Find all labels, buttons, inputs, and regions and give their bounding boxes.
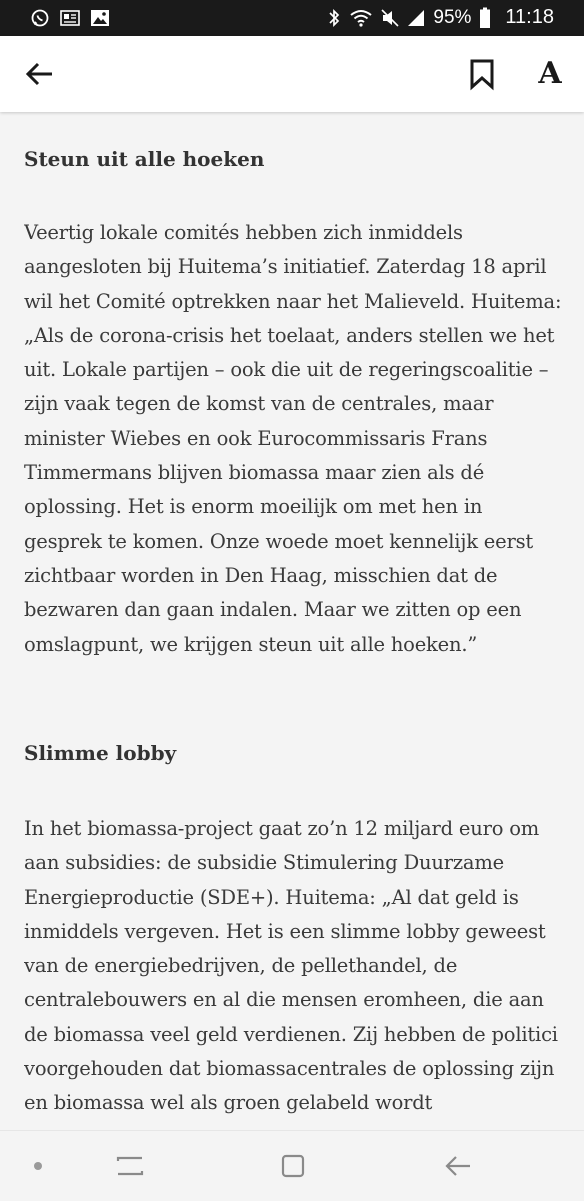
mute-icon xyxy=(381,8,399,28)
status-bar xyxy=(0,0,584,36)
recent-apps-icon xyxy=(113,1151,147,1181)
navigation-bar xyxy=(0,1130,584,1201)
article-paragraph: In het biomassa-project gaat zo’n 12 miljard euro om aan subsidies: de subsidie Stimulering Duurzame Energieproductie (SDE+). Huitema: „Al dat geld is inmiddels vergeven. Het is een slimme lobby geweest van de energiebedrijven, de pellethandel, de centralebouwers en al die mensen eromheen, die aan de biomassa veel geld verdienen. Zij hebben de politici voorgehouden dat biomassacentrales de oplossing zijn en biomassa wel als groen gelabeld wordt xyxy=(24,817,558,1115)
image-icon xyxy=(90,9,110,27)
whatsapp-icon xyxy=(30,8,50,28)
system-back-button[interactable] xyxy=(440,1151,474,1181)
home-button[interactable] xyxy=(278,1151,308,1181)
back-arrow-icon xyxy=(22,56,58,92)
bookmark-button[interactable] xyxy=(466,56,498,92)
article-body xyxy=(24,112,569,1130)
font-size-button[interactable]: A xyxy=(538,56,562,91)
battery-icon xyxy=(479,7,491,29)
article-paragraph: Veertig lokale comités hebben zich inmiddels aangesloten bij Huitema’s initiatief. Zaterdag 18 april wil het Comité optrekken naar het Malieveld. Huitema: „Als de corona-crisis het toelaat, anders stellen we het uit. Lokale partijen – ook die uit de regeringscoalitie – zijn vaak tegen de komst van de centrales, maar minister Wiebes en ook Eurocommissaris Frans Timmermans blijven biomassa maar zien als dé oplossing. Het is enorm moeilijk om met hen in gesprek te komen. Onze woede moet kennelijk eerst zichtbaar worden in Den Haag, misschien dat de bezwaren dan gaan indalen. Maar we zitten op een omslagpunt, we krijgen steun uit alle hoeken.” xyxy=(24,221,562,656)
section-heading: Steun uit alle hoeken xyxy=(24,147,265,171)
notification-icons xyxy=(30,8,110,28)
dot-icon[interactable] xyxy=(34,1162,42,1170)
bookmark-icon xyxy=(466,56,498,92)
bluetooth-icon xyxy=(327,8,341,28)
back-icon xyxy=(440,1151,474,1181)
home-icon xyxy=(278,1151,308,1181)
wifi-icon xyxy=(349,8,373,28)
section-heading: Slimme lobby xyxy=(24,741,177,765)
recent-apps-button[interactable] xyxy=(113,1151,147,1181)
app-bar xyxy=(0,36,584,112)
news-icon xyxy=(60,9,80,27)
back-button[interactable] xyxy=(22,56,58,92)
battery-percentage: 95% xyxy=(433,6,472,28)
system-status xyxy=(327,6,554,29)
signal-icon xyxy=(407,8,425,28)
clock: 11:18 xyxy=(505,6,554,28)
